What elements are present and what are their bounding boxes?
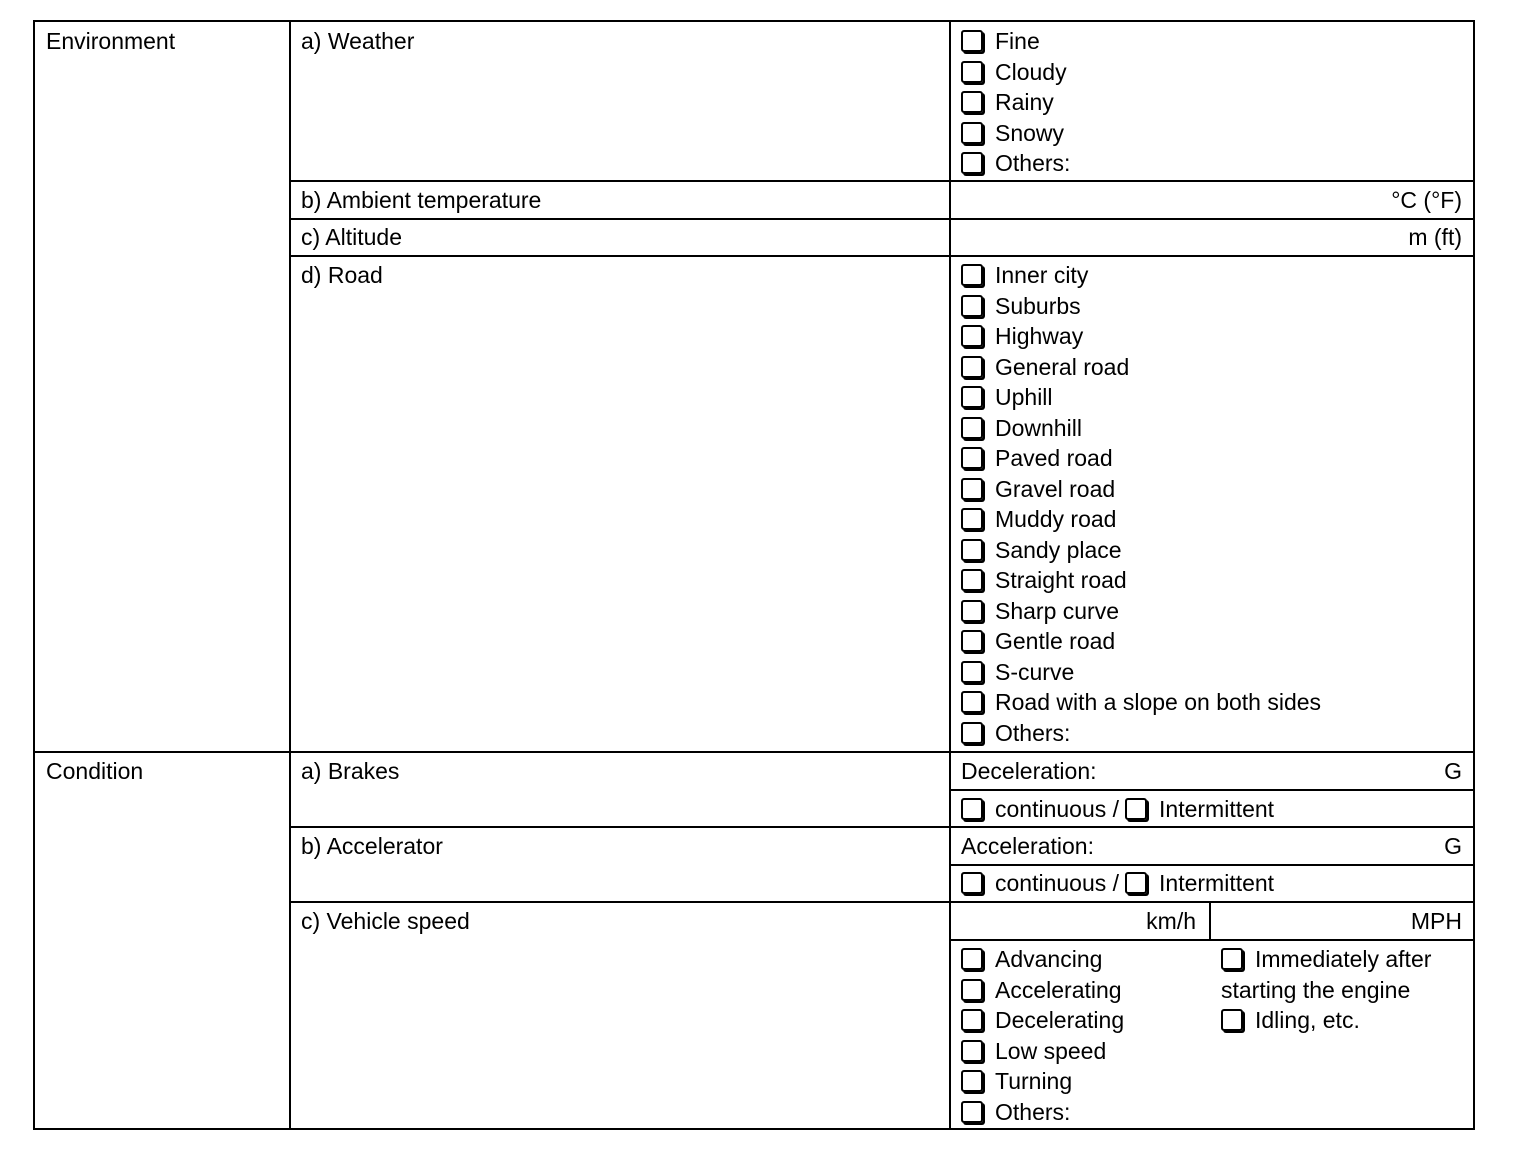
row-divider-environment xyxy=(35,751,1475,753)
option-snowy[interactable]: Snowy xyxy=(961,118,1070,149)
row-divider-weather xyxy=(289,180,1475,182)
option-advancing[interactable]: Advancing xyxy=(961,944,1124,975)
row-divider-brakes xyxy=(289,826,1475,828)
row-divider-accelerator xyxy=(289,901,1475,903)
speed-unit-kmh: km/h xyxy=(1146,908,1196,934)
deceleration-unit: G xyxy=(1444,758,1462,784)
option-general-road[interactable]: General road xyxy=(961,352,1321,383)
weather-options xyxy=(961,26,1070,179)
option-paved-road[interactable]: Paved road xyxy=(961,443,1321,474)
road-options xyxy=(961,260,1321,748)
brakes-intermittent-label: Intermittent xyxy=(1159,796,1275,822)
altitude-unit: m (ft) xyxy=(1408,224,1462,250)
weather-label: a) Weather xyxy=(301,28,415,54)
column-divider-1 xyxy=(289,22,291,1130)
option-gentle-road[interactable]: Gentle road xyxy=(961,626,1321,657)
condition-label: Condition xyxy=(46,758,144,784)
option-gravel-road[interactable]: Gravel road xyxy=(961,474,1321,505)
option-decelerating[interactable]: Decelerating xyxy=(961,1005,1124,1036)
checkbox-inner-city[interactable] xyxy=(961,264,983,286)
column-divider-2 xyxy=(949,22,951,1130)
checkbox-suburbs[interactable] xyxy=(961,295,983,317)
brakes-label: a) Brakes xyxy=(301,758,400,784)
checkbox-s-curve[interactable] xyxy=(961,661,983,683)
option-inner-city[interactable]: Inner city xyxy=(961,260,1321,291)
checkbox-general-road[interactable] xyxy=(961,356,983,378)
checkbox-sharp-curve[interactable] xyxy=(961,600,983,622)
row-divider-temperature xyxy=(289,218,1475,220)
speed-inner-divider xyxy=(949,939,1475,941)
option-after-engine-start-line2: starting the engine xyxy=(1221,976,1411,1003)
option-rainy[interactable]: Rainy xyxy=(961,87,1070,118)
option-downhill[interactable]: Downhill xyxy=(961,413,1321,444)
option-low-speed[interactable]: Low speed xyxy=(961,1036,1124,1067)
checkbox-uphill[interactable] xyxy=(961,386,983,408)
deceleration-label: Deceleration: xyxy=(961,758,1097,784)
accel-continuous-label: continuous / xyxy=(995,870,1120,896)
checkbox-accel-intermittent[interactable] xyxy=(1125,872,1147,894)
option-sandy-place[interactable]: Sandy place xyxy=(961,535,1321,566)
option-turning[interactable]: Turning xyxy=(961,1066,1124,1097)
brakes-inner-divider xyxy=(949,789,1475,791)
vehicle-speed-label: c) Vehicle speed xyxy=(301,908,470,934)
temperature-unit: °C (°F) xyxy=(1391,187,1462,213)
checkbox-speed-others[interactable] xyxy=(961,1101,983,1123)
road-label: d) Road xyxy=(301,262,383,288)
checkbox-decelerating[interactable] xyxy=(961,1009,983,1031)
vehicle-condition-form xyxy=(33,20,1475,1130)
checkbox-rainy[interactable] xyxy=(961,91,983,113)
checkbox-cloudy[interactable] xyxy=(961,61,983,83)
option-after-engine-start[interactable]: Immediately after xyxy=(1221,944,1431,975)
checkbox-road-others[interactable] xyxy=(961,722,983,744)
checkbox-sandy-place[interactable] xyxy=(961,539,983,561)
checkbox-paved-road[interactable] xyxy=(961,447,983,469)
checkbox-straight-road[interactable] xyxy=(961,569,983,591)
option-slope-both-sides[interactable]: Road with a slope on both sides xyxy=(961,687,1321,718)
option-idling[interactable]: Idling, etc. xyxy=(1221,1005,1431,1036)
altitude-label: c) Altitude xyxy=(301,224,402,250)
checkbox-advancing[interactable] xyxy=(961,948,983,970)
checkbox-muddy-road[interactable] xyxy=(961,508,983,530)
option-highway[interactable]: Highway xyxy=(961,321,1321,352)
accelerator-inner-divider xyxy=(949,864,1475,866)
option-muddy-road[interactable]: Muddy road xyxy=(961,504,1321,535)
speed-unit-divider xyxy=(1209,901,1211,939)
checkbox-gentle-road[interactable] xyxy=(961,630,983,652)
option-accelerating[interactable]: Accelerating xyxy=(961,975,1124,1006)
checkbox-brakes-continuous[interactable] xyxy=(961,798,983,820)
option-cloudy[interactable]: Cloudy xyxy=(961,57,1070,88)
checkbox-accel-continuous[interactable] xyxy=(961,872,983,894)
checkbox-fine[interactable] xyxy=(961,30,983,52)
brakes-mode-options xyxy=(961,794,1274,825)
row-divider-altitude xyxy=(289,255,1475,257)
environment-label: Environment xyxy=(46,28,176,54)
accel-intermittent-label: Intermittent xyxy=(1159,870,1275,896)
brakes-continuous-label: continuous / xyxy=(995,796,1120,822)
option-suburbs[interactable]: Suburbs xyxy=(961,291,1321,322)
option-sharp-curve[interactable]: Sharp curve xyxy=(961,596,1321,627)
checkbox-after-engine-start[interactable] xyxy=(1221,948,1243,970)
checkbox-brakes-intermittent[interactable] xyxy=(1125,798,1147,820)
acceleration-unit: G xyxy=(1444,833,1462,859)
checkbox-idling[interactable] xyxy=(1221,1009,1243,1031)
option-road-others[interactable]: Others: xyxy=(961,718,1321,749)
speed-unit-mph: MPH xyxy=(1410,908,1462,934)
accelerator-mode-options xyxy=(961,868,1274,899)
acceleration-label: Acceleration: xyxy=(961,833,1094,859)
accelerator-label: b) Accelerator xyxy=(301,833,443,859)
option-s-curve[interactable]: S-curve xyxy=(961,657,1321,688)
temperature-label: b) Ambient temperature xyxy=(301,187,542,213)
checkbox-highway[interactable] xyxy=(961,325,983,347)
option-straight-road[interactable]: Straight road xyxy=(961,565,1321,596)
checkbox-gravel-road[interactable] xyxy=(961,478,983,500)
checkbox-accelerating[interactable] xyxy=(961,979,983,1001)
checkbox-snowy[interactable] xyxy=(961,122,983,144)
option-fine[interactable]: Fine xyxy=(961,26,1070,57)
checkbox-downhill[interactable] xyxy=(961,417,983,439)
speed-options-right xyxy=(1221,944,1431,1036)
option-uphill[interactable]: Uphill xyxy=(961,382,1321,413)
option-weather-others[interactable]: Others: xyxy=(961,148,1070,179)
option-speed-others[interactable]: Others: xyxy=(961,1097,1124,1128)
checkbox-weather-others[interactable] xyxy=(961,152,983,174)
checkbox-low-speed[interactable] xyxy=(961,1040,983,1062)
checkbox-slope-both-sides[interactable] xyxy=(961,691,983,713)
speed-options-left xyxy=(961,944,1124,1127)
checkbox-turning[interactable] xyxy=(961,1070,983,1092)
